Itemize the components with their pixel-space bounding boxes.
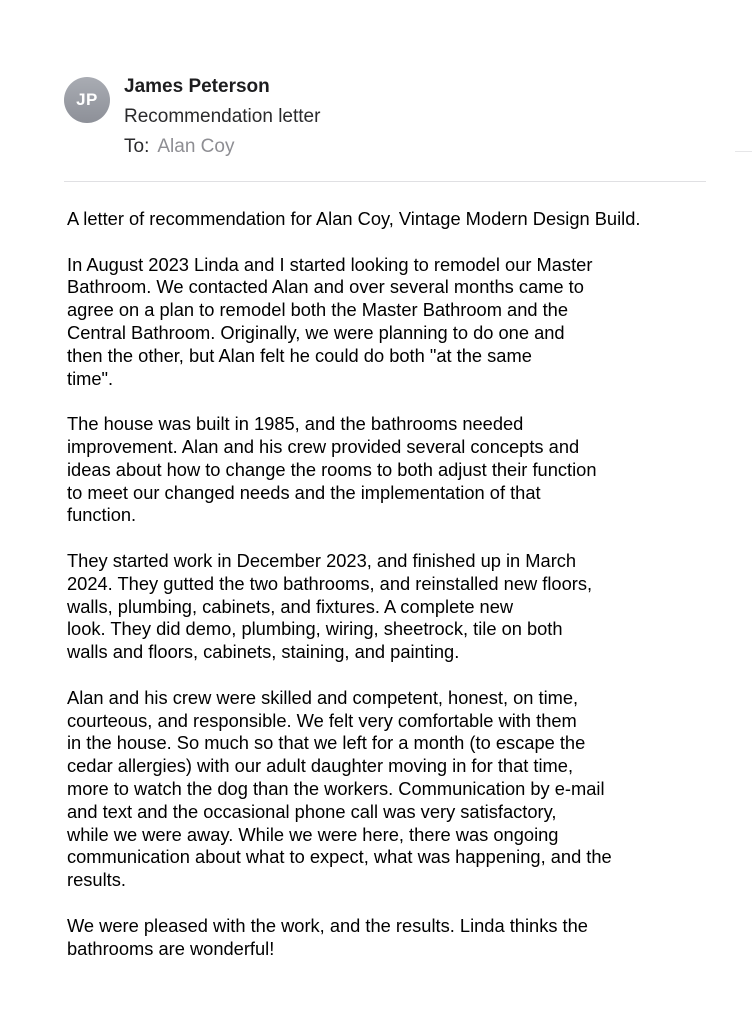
sender-name[interactable]: James Peterson [124, 76, 270, 97]
sender-avatar[interactable]: JP [64, 77, 110, 123]
greeting-paragraph: A letter of recommendation for Alan Coy, Vintage Modern Design Build. [67, 208, 641, 229]
body-paragraph: In August 2023 Linda and I started looking to remodel our Master Bathroom. We contacted Alan and over several months came to agree on a plan to remodel both the Master Bathroom and the Central Bathroom. Originally, we were planning to do one and then the other, but Alan felt he could do both "at the same time". [67, 253, 593, 389]
closing-paragraph: We were pleased with the work, and the results. Linda thinks the bathrooms are wonderful! [67, 914, 588, 959]
recipient-name[interactable]: Alan Coy [157, 136, 235, 157]
body-paragraph: The house was built in 1985, and the bathrooms needed improvement. Alan and his crew provided several concepts and ideas about how to change the rooms to both adjust their function to meet our changed needs and the implementation of that function. [67, 413, 597, 526]
email-header [0, 0, 752, 182]
edge-divider [735, 151, 752, 152]
body-paragraph: Alan and his crew were skilled and competent, honest, on time, courteous, and responsible. We felt very comfortable with them in the house. So much so that we left for a month (to escape the cedar allergies) with our adult daughter moving in for that time, more to watch the dog than the workers. Communication by e-mail and text and the occasional phone call was very satisfactory, while we were away. While we were here, there was ongoing communication about what to expect, what was happening, and the results. [67, 686, 612, 891]
email-body [67, 208, 737, 983]
email-subject: Recommendation letter [124, 106, 321, 127]
body-paragraph: They started work in December 2023, and finished up in March 2024. They gutted the two bathrooms, and reinstalled new floors, walls, plumbing, cabinets, and fixtures. A complete new look. They did demo, plumbing, wiring, sheetrock, tile on both walls and floors, cabinets, staining, and painting. [67, 549, 593, 663]
to-label: To: [124, 136, 150, 157]
recipient-line [124, 136, 234, 158]
header-divider [64, 181, 706, 182]
